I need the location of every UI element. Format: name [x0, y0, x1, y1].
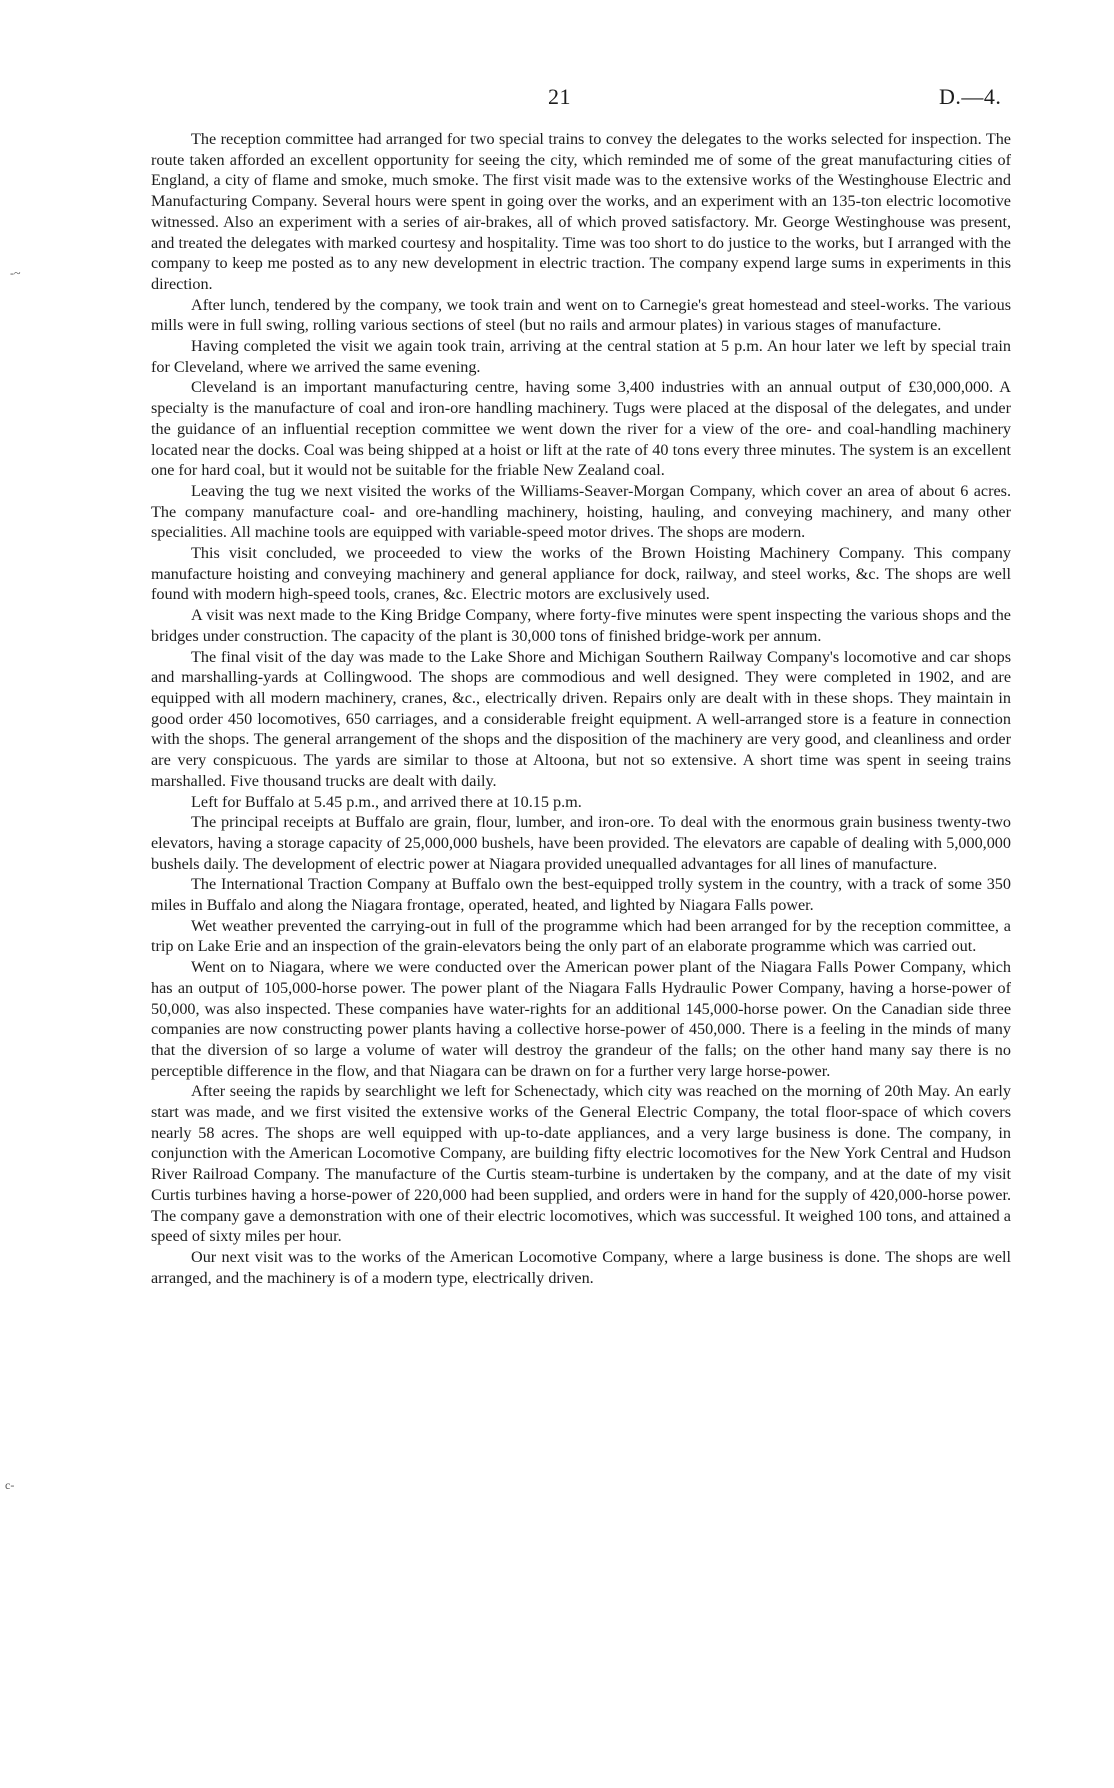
- paragraph: Went on to Niagara, where we were conducted over the American power plant of the Niagara Falls Power Company, which has an output of 105,000-horse power. The power plant of the Niagara Falls Hydraulic Power Company, having a horse-power of 50,000, was also inspected. These companies have water-rights for an additional 145,000-horse power. On the Canadian side three companies are now constructing power plants having a collective horse-power of 450,000. There is a feeling in the minds of many that the diversion of so large a volume of water will destroy the grandeur of the falls; on the other hand many say there is no perceptible difference in the flow, and that Niagara can be drawn on for a further very large horse-power.: [151, 958, 1011, 1080]
- paragraph: Wet weather prevented the carrying-out in full of the programme which had been arranged for by the reception committee, a trip on Lake Erie and an inspection of the grain-elevators being the only part of an elaborate programme which was carried out.: [151, 916, 1011, 956]
- body-text: [151, 129, 1011, 1288]
- page-number: 21: [548, 84, 571, 109]
- paragraph: The reception committee had arranged for two special trains to convey the delegates to the works selected for inspection. The route taken afforded an excellent opportunity for seeing the city, which reminded me of some of the great manufacturing cities of England, a city of flame and smoke, much smoke. The first visit made was to the extensive works of the Westinghouse Electric and Manufacturing Company. Several hours were spent in going over the works, and an experiment with an 135-ton electric locomotive witnessed. Also an experiment with a series of air-brakes, all of which proved satisfactory. Mr. George Westinghouse was present, and treated the delegates with marked courtesy and hospitality. Time was too short to do justice to the works, but I arranged with the company to keep me posted as to any new development in electric traction. The company expend large sums in experiments in this direction.: [151, 130, 1011, 293]
- paragraph: Leaving the tug we next visited the works of the Williams-Seaver-Morgan Company, which cover an area of about 6 acres. The company manufacture coal- and ore-handling machinery, hoisting, hauling, and conveying machinery, and many other specialities. All machine tools are equipped with variable-speed motor drives. The shops are modern.: [151, 481, 1011, 542]
- margin-mark: -~: [10, 266, 21, 280]
- paragraph: After lunch, tendered by the company, we took train and went on to Carnegie's great homestead and steel-works. The various mills were in full swing, rolling various sections of steel (but no rails and armour plates) in various stages of manufacture.: [151, 295, 1011, 335]
- paragraph: Having completed the visit we again took train, arriving at the central station at 5 p.m. An hour later we left by special train for Cleveland, where we arrived the same evening.: [151, 337, 1011, 376]
- paragraph: The final visit of the day was made to the Lake Shore and Michigan Southern Railway Company's locomotive and car shops and marshalling-yards at Collingwood. The shops are commodious and well designed. They were completed in 1902, and are equipped with all modern machinery, cranes, &c., electrically driven. Repairs only are dealt with in these shops. They maintain in good order 450 locomotives, 650 carriages, and a considerable freight equipment. A well-arranged store is a feature in connection with the shops. The general arrangement of the shops and the disposition of the machinery are very good, and cleanliness and order are very conspicuous. The yards are similar to those at Altoona, but not so extensive. A short time was spent in seeing trains marshalled. Five thousand trucks are dealt with daily.: [151, 647, 1011, 790]
- paragraph: Cleveland is an important manufacturing centre, having some 3,400 industries with an annual output of £30,000,000. A specialty is the manufacture of coal and iron-ore handling machinery. Tugs were placed at the disposal of the delegates, and under the guidance of an influential reception committee we went down the river for a view of the ore- and coal-handling machinery located near the docks. Coal was being shipped at a hoist or lift at the rate of 40 tons every three minutes. The system is an excellent one for hard coal, but it would not be suitable for the friable New Zealand coal.: [151, 378, 1011, 480]
- paragraph: The principal receipts at Buffalo are grain, flour, lumber, and iron-ore. To deal with the enormous grain business twenty-two elevators, having a storage capacity of 25,000,000 bushels, have been provided. The elevators are capable of dealing with 5,000,000 bushels daily. The development of electric power at Niagara provided unequalled advantages for all lines of manufacture.: [151, 813, 1011, 873]
- paragraph: After seeing the rapids by searchlight we left for Schenectady, which city was reached on the morning of 20th May. An early start was made, and we first visited the extensive works of the General Electric Company, the total floor-space of which covers nearly 58 acres. The shops are well equipped with up-to-date appliances, and a very large business is done. The company, in conjunction with the American Locomotive Company, are building fifty electric locomotives for the New York Central and Hudson River Railroad Company. The manufacture of the Curtis steam-turbine is undertaken by the company, and at the date of my visit Curtis turbines having a horse-power of 220,000 had been supplied, and orders were in hand for the supply of 420,000-horse power. The company gave a demonstration with one of their electric locomotives, which was successful. It weighed 100 tons, and attained a speed of sixty miles per hour.: [151, 1082, 1011, 1246]
- paragraph: A visit was next made to the King Bridge Company, where forty-five minutes were spent inspecting the various shops and the bridges under construction. The capacity of the plant is 30,000 tons of finished bridge-work per annum.: [151, 606, 1011, 645]
- margin-mark: c-: [5, 1478, 15, 1492]
- paragraph: Our next visit was to the works of the American Locomotive Company, where a large business is done. The shops are well arranged, and the machinery is of a modern type, electrically driven.: [151, 1247, 1011, 1287]
- paragraph: This visit concluded, we proceeded to view the works of the Brown Hoisting Machinery Company. This company manufacture hoisting and conveying machinery and general appliance for dock, railway, and steel works, &c. The shops are well found with modern high-speed tools, cranes, &c. Electric motors are exclusively used.: [151, 544, 1011, 604]
- paragraph: Left for Buffalo at 5.45 p.m., and arrived there at 10.15 p.m.: [191, 792, 582, 811]
- paragraph: The International Traction Company at Buffalo own the best-equipped trolly system in the country, with a track of some 350 miles in Buffalo and along the Niagara frontage, operated, heated, and lighted by Niagara Falls power.: [151, 875, 1011, 915]
- document-reference: D.—4.: [939, 84, 1002, 109]
